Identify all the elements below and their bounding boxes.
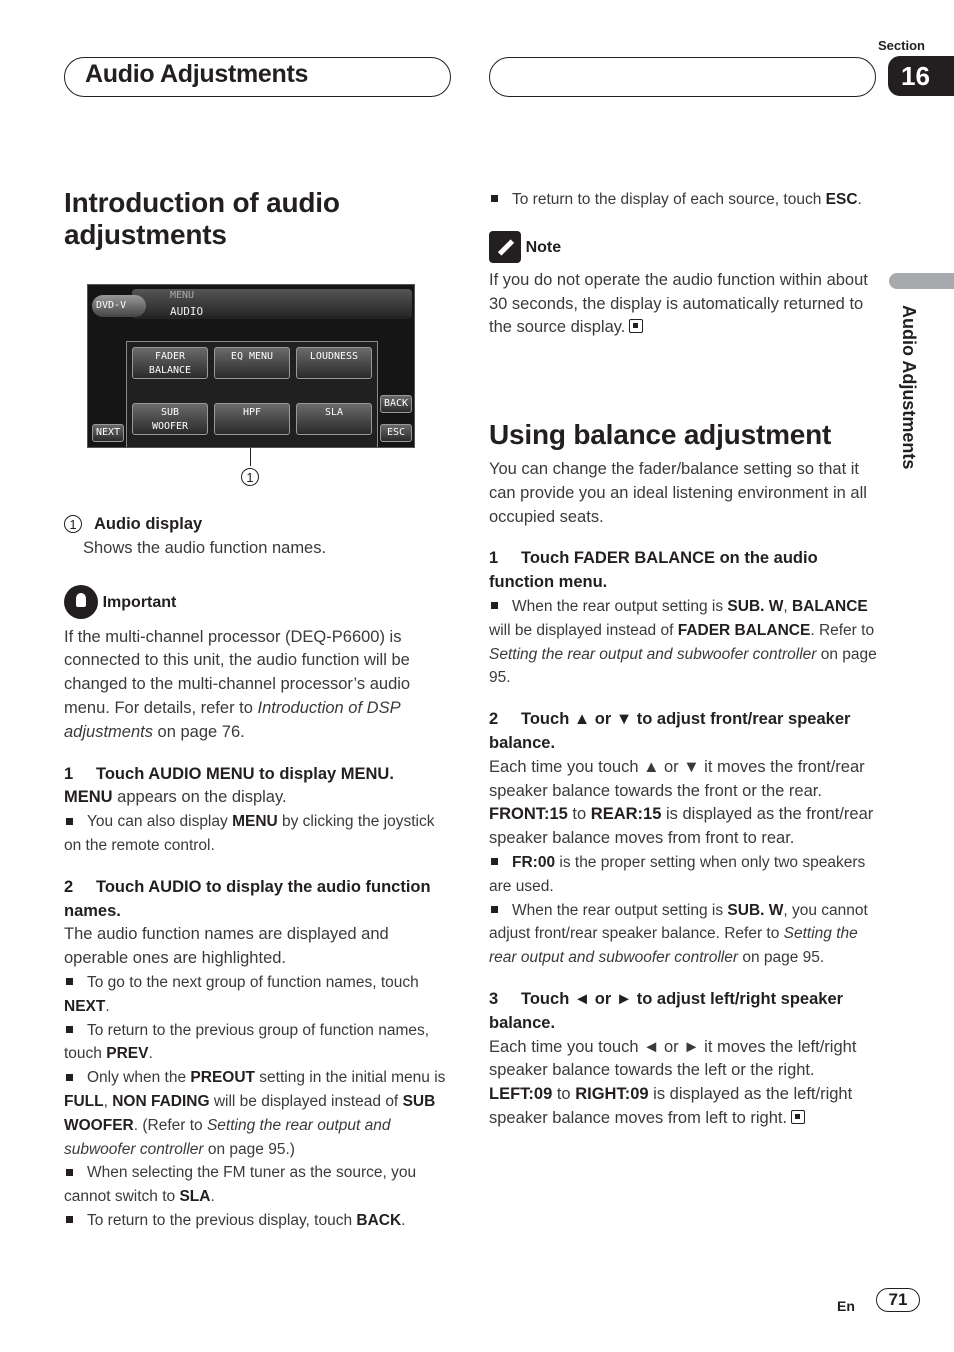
section-number: 16 xyxy=(888,56,954,96)
end-mark-icon xyxy=(791,1110,805,1124)
step2-bullet-next: To go to the next group of function names, touch NEXT. xyxy=(64,973,419,1015)
side-tab-label: Audio Adjustments xyxy=(899,305,919,470)
intro-heading-line1: Introduction of audio xyxy=(64,187,340,218)
balance-step1-title: 1 Touch FADER BALANCE on the audio function menu. xyxy=(489,549,818,592)
step2-bullet-back: To return to the previous display, touch BACK. xyxy=(64,1209,450,1233)
step1-body: MENU appears on the display. xyxy=(64,788,287,807)
left-column xyxy=(64,513,450,1233)
balance-step3-body1: Each time you touch ◄ or ► it moves the left/right speaker balance towards the left or the right. xyxy=(489,1037,857,1080)
audio-screen-illustration xyxy=(87,284,415,448)
screen-button-sub-woofer[interactable]: SUB WOOFER xyxy=(132,403,208,435)
screen-button-sla[interactable]: SLA xyxy=(296,403,372,435)
balance-step3-title: 3 Touch ◄ or ► to adjust left/right speaker balance. xyxy=(489,989,844,1032)
balance-step3-body2: LEFT:09 to RIGHT:09 is displayed as the left/right speaker balance moves from left to right. xyxy=(489,1085,853,1127)
right-column-top xyxy=(489,188,877,340)
page-number: 71 xyxy=(876,1288,920,1312)
balance-step2-bullet2: When the rear output setting is SUB. W, you cannot adjust front/rear speaker balance. Refer to Setting the rear output and subwoofer controller on page 95. xyxy=(489,901,868,967)
header-title: Audio Adjustments xyxy=(85,60,309,88)
callout-marker: 1 xyxy=(241,468,259,487)
balance-step1-bullet: When the rear output setting is SUB. W, BALANCE will be displayed instead of FADER BALANCE. Refer to Setting the rear output and subwoofer controller on page 95. xyxy=(489,597,877,687)
balance-step2-body2: FRONT:15 to REAR:15 is displayed as the front/rear speaker balance moves from front to rear. xyxy=(489,805,874,848)
callout-desc: Shows the audio function names. xyxy=(83,538,327,557)
side-tab-bar xyxy=(889,273,954,289)
step2-title: 2 Touch AUDIO to display the audio function names. xyxy=(64,877,431,920)
balance-heading: Using balance adjustment xyxy=(489,419,832,450)
intro-heading xyxy=(64,187,340,251)
screen-button-hpf[interactable]: HPF xyxy=(214,403,290,435)
step2-bullet-preout: Only when the PREOUT setting in the initial menu is FULL, NON FADING will be displayed instead of SUB WOOFER. (Refer to Setting the rear output and subwoofer controller on page 95.) xyxy=(64,1069,446,1158)
step2-bullet-prev: To return to the previous group of function names, touch PREV. xyxy=(64,1021,430,1063)
important-text: If the multi-channel processor (DEQ-P6600) is connected to this unit, the audio function will be changed to the multi-channel processor’s audio menu. For details, refer to Introduction of DSP adjustments on page 76. xyxy=(64,627,411,741)
callout-title: 1 Audio display xyxy=(64,513,450,537)
right-column-balance xyxy=(489,458,877,1131)
balance-step2-bullet1: FR:00 is the proper setting when only two speakers are used. xyxy=(489,853,866,895)
screen-button-esc[interactable]: ESC xyxy=(380,424,412,442)
callout-line xyxy=(250,448,251,466)
important-label: Important xyxy=(64,585,450,620)
balance-step2-title: 2 Touch ▲ or ▼ to adjust front/rear speaker balance. xyxy=(489,710,851,752)
note-text: If you do not operate the audio function within about 30 seconds, the display is automatically returned to the source display. xyxy=(489,270,868,337)
screen-audio-label: AUDIO xyxy=(170,305,204,318)
note-label: Note xyxy=(489,230,877,265)
section-label: Section xyxy=(878,38,925,53)
note-icon xyxy=(489,231,521,263)
footer-language: En xyxy=(837,1298,855,1314)
esc-bullet: To return to the display of each source, touch ESC. xyxy=(489,188,877,212)
screen-button-fader-balance[interactable]: FADER BALANCE xyxy=(132,347,208,379)
balance-step2-body1: Each time you touch ▲ or ▼ it moves the front/rear speaker balance towards the front or the rear. xyxy=(489,757,865,800)
screen-button-eq-menu[interactable]: EQ MENU xyxy=(214,347,290,379)
intro-heading-line2: adjustments xyxy=(64,219,227,250)
balance-intro: You can change the fader/balance setting so that it can provide you an ideal listening environment in all occupied seats. xyxy=(489,460,867,526)
screen-source-label: DVD-V xyxy=(92,295,146,317)
header-pill-right xyxy=(489,57,876,97)
step2-bullet-fm: When selecting the FM tuner as the source, you cannot switch to SLA. xyxy=(64,1164,417,1206)
screen-button-next[interactable]: NEXT xyxy=(92,424,124,442)
screen-button-loudness[interactable]: LOUDNESS xyxy=(296,347,372,379)
screen-button-back[interactable]: BACK xyxy=(380,395,412,413)
step1-title: 1 Touch AUDIO MENU to display MENU. xyxy=(64,764,394,783)
end-mark-icon xyxy=(629,319,643,333)
important-icon xyxy=(64,585,98,619)
screen-menu-label: MENU xyxy=(170,290,195,301)
step2-body: The audio function names are displayed and operable ones are highlighted. xyxy=(64,925,389,968)
step1-bullet: You can also display MENU by clicking the joystick on the remote control. xyxy=(64,813,435,854)
